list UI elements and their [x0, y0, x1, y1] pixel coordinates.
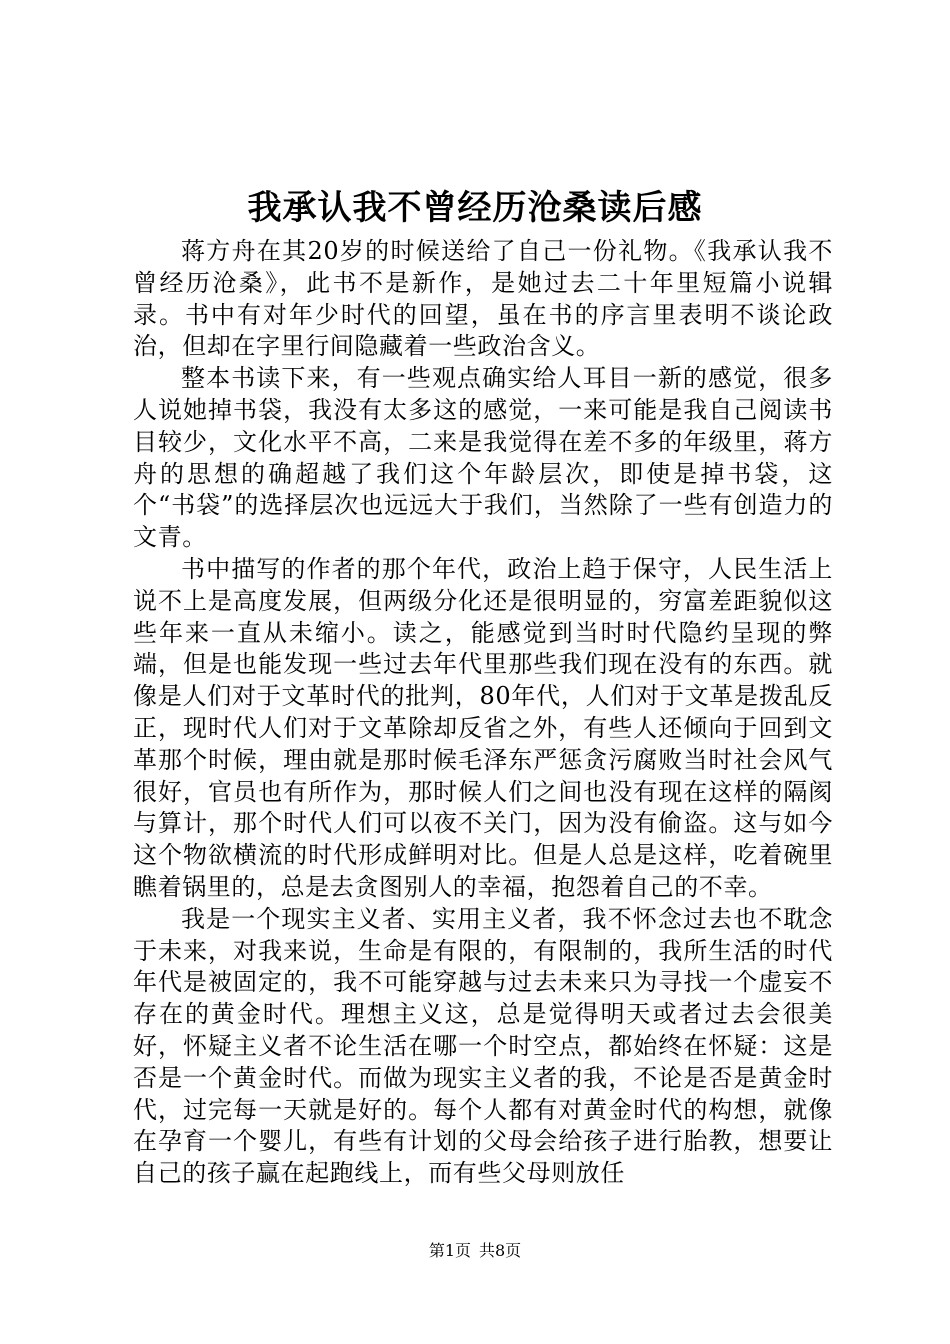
page-number: 第1页: [428, 1241, 471, 1260]
page-footer: [0, 1240, 950, 1262]
document-body: [133, 236, 833, 1190]
paragraph-1: 蒋方舟在其20岁的时候送给了自己一份礼物。《我承认我不曾经历沧桑》，此书不是新作，是她过去二十年里短篇小说辑录。书中有对年少时代的回望，虽在书的序言里表明不谈论政治，但却在字里行间隐藏着一些政治含义。: [133, 237, 833, 361]
paragraph-2: 整本书读下来，有一些观点确实给人耳目一新的感觉，很多人说她掉书袋，我没有太多这的感觉，一来可能是我自己阅读书目较少，文化水平不高，二来是我觉得在差不多的年级里，蒋方舟的思想的确超越了我们这个年龄层次，即使是掉书袋，这个“书袋”的选择层次也远远大于我们，当然除了一些有创造力的文青。: [133, 364, 833, 552]
paragraph-3: 书中描写的作者的那个年代，政治上趋于保守，人民生活上说不上是高度发展，但两级分化还是很明显的，穷富差距貌似这些年来一直从未缩小。读之，能感觉到当时时代隐约呈现的弊端，但是也能发现一些过去年代里那些我们现在没有的东西。就像是人们对于文革时代的批判，80年代，人们对于文革是拨乱反正，现时代人们对于文革除却反省之外，有些人还倾向于回到文革那个时候，理由就是那时候毛泽东严惩贪污腐败当时社会风气很好，官员也有所作为，那时候人们之间也没有现在这样的隔阂与算计，那个时代人们可以夜不关门，因为没有偷盗。这与如今这个物欲横流的时代形成鲜明对比。但是人总是这样，吃着碗里瞧着锅里的，总是去贪图别人的幸福，抱怨着自己的不幸。: [133, 554, 833, 901]
page-total: 共8页: [479, 1241, 522, 1260]
paragraph-4: 我是一个现实主义者、实用主义者，我不怀念过去也不耽念于未来，对我来说，生命是有限的，有限制的，我所生活的时代年代是被固定的，我不可能穿越与过去未来只为寻找一个虚妄不存在的黄金时代。理想主义这，总是觉得明天或者过去会很美好，怀疑主义者不论生活在哪一个时空点，都始终在怀疑：这是否是一个黄金时代。而做为现实主义者的我，不论是否是黄金时代，过完每一天就是好的。每个人都有对黄金时代的构想，就像在孕育一个婴儿，有些有计划的父母会给孩子进行胎教，想要让自己的孩子赢在起跑线上，而有些父母则放任: [133, 904, 833, 1188]
document-title: 我承认我不曾经历沧桑读后感: [247, 188, 703, 228]
